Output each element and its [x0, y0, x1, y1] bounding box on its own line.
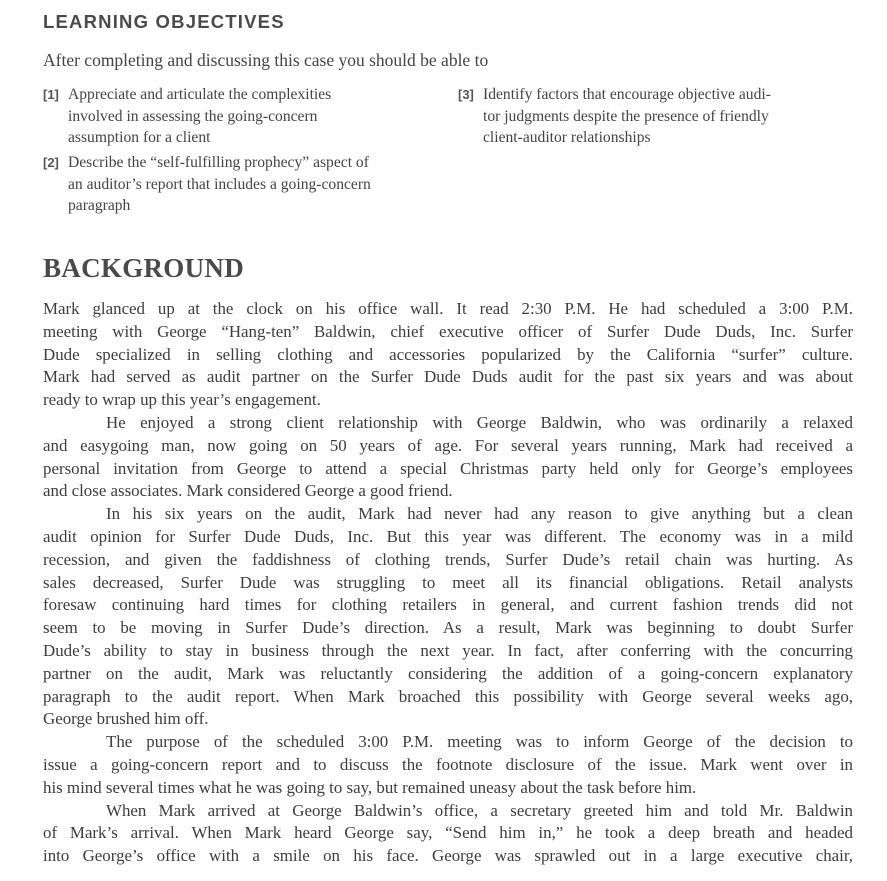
text-line: paragraph to the audit report. When Mark broached this possibility with George several weeks ago, — [43, 686, 853, 706]
learning-objectives-heading: LEARNING OBJECTIVES — [43, 11, 285, 32]
objective-item-2 — [43, 152, 453, 217]
objective-text-line: client-auditor relationships — [483, 129, 651, 146]
text-line: into George’s office with a smile on his face. George was sprawled out in a large executive chair, — [43, 846, 853, 866]
text-line: ready to wrap up this year’s engagement. — [43, 390, 321, 410]
text-line: recession, and given the faddishness of clothing trends, Surfer Dude’s retail chain was hurting. As — [43, 549, 853, 569]
objective-text-line: Describe the “self-fulfilling prophecy” aspect of — [68, 154, 369, 171]
text-line: and easygoing man, now going on 50 years of age. For several years running, Mark had received a — [43, 435, 853, 455]
objective-number: [3] — [458, 87, 474, 102]
text-line: When Mark arrived at George Baldwin’s office, a secretary greeted him and told Mr. Baldwin — [106, 800, 853, 820]
objective-text-line: involved in assessing the going-concern — [68, 107, 318, 125]
text-line: partner on the audit, Mark was reluctantly considering the addition of a going-concern explanatory — [43, 663, 853, 683]
text-line: Dude specialized in selling clothing and accessories popularized by the California “surfer” culture. — [43, 344, 853, 364]
objective-text-line: Identify factors that encourage objective audi- — [483, 86, 771, 103]
paragraph-5 — [43, 800, 853, 868]
text-line: foresaw continuing hard times for clothing retailers in general, and current fashion trends did not — [43, 595, 853, 615]
text-line: Mark had served as audit partner on the Surfer Dude Duds audit for the past six years and was about — [43, 367, 853, 387]
text-line: sales decreased, Surfer Dude was struggling to meet all its financial obligations. Retail analysts — [43, 572, 853, 592]
objective-text-line: Appreciate and articulate the complexities — [68, 86, 332, 103]
background-body — [43, 298, 853, 868]
learning-objectives-intro: After completing and discussing this case you should be able to — [43, 50, 489, 70]
paragraph-2 — [43, 412, 853, 503]
objective-text-line: tor judgments despite the presence of friendly — [483, 107, 769, 125]
text-line: The purpose of the scheduled 3:00 P.M. meeting was to inform George of the decision to — [106, 732, 853, 752]
text-line: George brushed him off. — [43, 709, 209, 729]
text-line: In his six years on the audit, Mark had never had any reason to give anything but a clean — [106, 504, 853, 524]
text-line: personal invitation from George to attend a special Christmas party held only for George’s employees — [43, 458, 853, 478]
text-line: Mark glanced up at the clock on his office wall. It read 2:30 P.M. He had scheduled a 3:00 P.M. — [43, 299, 853, 318]
text-line: seem to be moving in Surfer Dude’s direction. As a result, Mark was beginning to doubt Surfer — [43, 618, 853, 638]
text-line: and close associates. Mark considered George a good friend. — [43, 481, 453, 501]
objective-text-line: assumption for a client — [68, 129, 211, 146]
text-line: He enjoyed a strong client relationship with George Baldwin, who was ordinarily a relaxed — [106, 412, 853, 432]
background-heading: BACKGROUND — [43, 253, 245, 283]
objective-number: [2] — [43, 155, 59, 170]
text-line: of Mark’s arrival. When Mark heard George say, “Send him in,” he took a deep breath and headed — [43, 823, 853, 843]
paragraph-4 — [43, 731, 853, 799]
text-line: meeting with George “Hang-ten” Baldwin, chief executive officer of Surfer Dude Duds, Inc. Surfer — [43, 321, 853, 341]
objective-text-line: an auditor’s report that includes a going-concern — [68, 175, 371, 193]
paragraph-1 — [43, 298, 853, 412]
objective-item-3 — [458, 84, 858, 149]
text-line: his mind several times what he was going to say, but remained uneasy about the task before him. — [43, 777, 697, 797]
text-line: audit opinion for Surfer Dude Duds, Inc. But this year was different. The economy was in a mild — [43, 526, 853, 546]
objective-number: [1] — [43, 87, 59, 102]
objective-text-line: paragraph — [68, 197, 131, 214]
text-line: Dude’s ability to stay in business through the next year. In fact, after conferring with the concurring — [43, 640, 853, 660]
text-line: issue a going-concern report and to discuss the footnote disclosure of the issue. Mark went over in — [43, 754, 853, 774]
objective-item-1 — [43, 84, 453, 149]
paragraph-3 — [43, 503, 853, 731]
